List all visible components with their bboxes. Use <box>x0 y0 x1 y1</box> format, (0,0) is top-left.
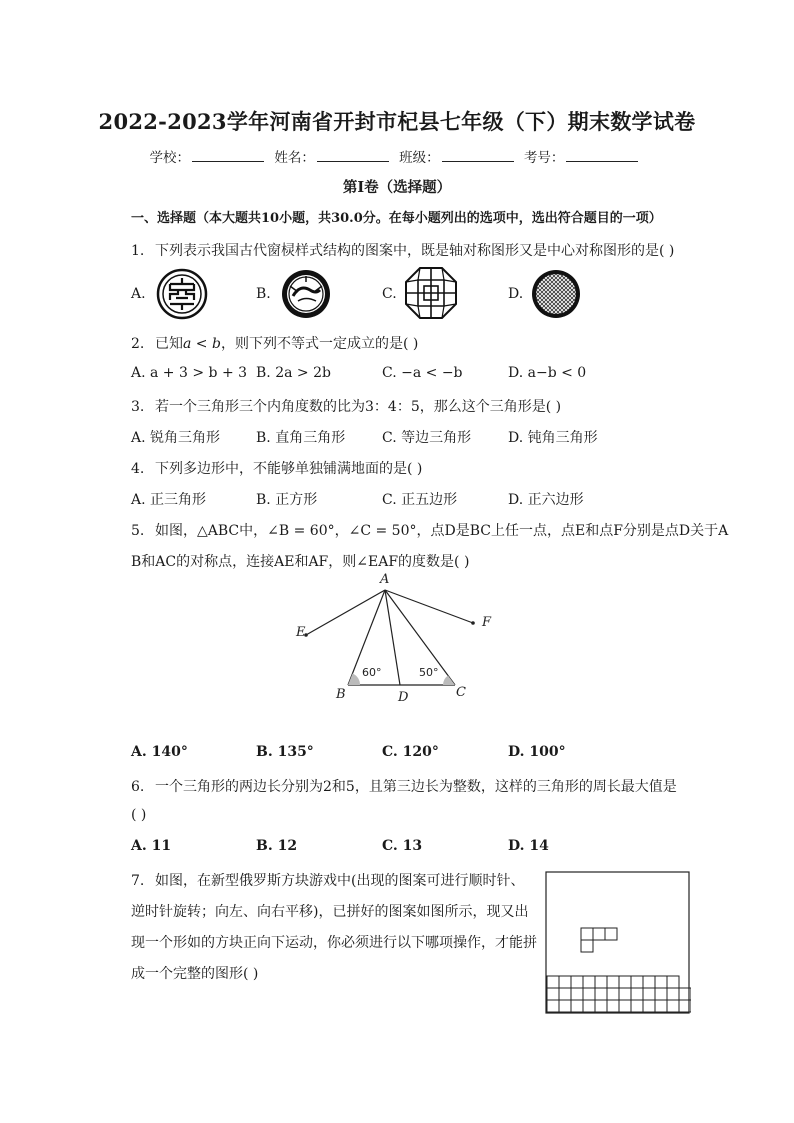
question-1 <box>131 240 674 260</box>
question-number: 7. <box>131 873 145 889</box>
class-blank[interactable] <box>442 149 514 162</box>
option-b[interactable]: B. 正方形 <box>256 492 318 508</box>
question-text: 下列多边形中，不能够单独铺满地面的是( ) <box>155 461 423 477</box>
option-c[interactable]: C. 等边三角形 <box>382 430 472 446</box>
exam-number-label: 考号： <box>523 150 565 166</box>
stack-block <box>595 988 607 1000</box>
stack-block <box>559 976 571 988</box>
stack-block <box>571 976 583 988</box>
option-b[interactable]: B. 135° <box>256 744 314 760</box>
stack-block <box>655 976 667 988</box>
option-d[interactable]: D. 100° <box>508 744 566 760</box>
section-instruction: 一、选择题（本大题共10小题，共30.0分。在每小题列出的选项中，选出符合题目的一项） <box>131 211 662 226</box>
stack-block <box>619 976 631 988</box>
question-5-line-2: B和AC的对称点，连接AE和AF，则∠EAF的度数是( ) <box>131 554 470 570</box>
stack-block <box>595 976 607 988</box>
question-number: 2. <box>131 336 145 352</box>
stack-block <box>631 976 643 988</box>
stack-block <box>655 1000 667 1012</box>
segment-ad <box>385 590 400 685</box>
name-blank[interactable] <box>317 149 389 162</box>
option-c[interactable]: C. 正五边形 <box>382 492 458 508</box>
option-a[interactable]: A. 锐角三角形 <box>131 430 221 446</box>
section-title: 第I卷（选择题） <box>342 179 452 196</box>
option-a[interactable]: A. 140° <box>131 744 188 760</box>
name-label: 姓名： <box>274 150 315 166</box>
window-pattern-b-icon <box>280 268 332 320</box>
block-stack <box>547 976 691 1012</box>
question-text-line-1: 如图，△ABC中，∠B = 60°，∠C = 50°，点D是BC上任一点，点E和点F分别是点D关于A <box>155 523 729 539</box>
option-d[interactable]: D. 正六边形 <box>508 492 584 508</box>
question-number: 3. <box>131 399 145 415</box>
point-f <box>471 621 475 625</box>
stack-block <box>583 1000 595 1012</box>
question-number: 6. <box>131 779 145 795</box>
question-6 <box>131 776 677 796</box>
label-f: F <box>482 615 492 630</box>
option-c[interactable]: C. 120° <box>382 744 439 760</box>
question-7-line-4: 成一个完整的图形( ) <box>131 966 259 982</box>
tetris-figure <box>545 871 691 1015</box>
stack-block <box>559 988 571 1000</box>
stack-block <box>547 1000 559 1012</box>
question-3 <box>131 396 561 416</box>
stack-block <box>655 988 667 1000</box>
stack-block <box>643 1000 655 1012</box>
question-number: 4. <box>131 461 145 477</box>
question-7-line-2: 逆时针旋转；向左、向右平移)，已拼好的图案如图所示，现又出 <box>131 904 529 920</box>
stack-block <box>619 1000 631 1012</box>
stack-block <box>631 988 643 1000</box>
question-7-line-3: 现一个形如的方块正向下运动，你必须进行以下哪项操作，才能拼 <box>131 935 537 951</box>
question-7 <box>131 870 524 890</box>
stack-block <box>607 988 619 1000</box>
label-b: B <box>336 687 346 702</box>
triangle-figure <box>290 570 500 710</box>
stack-block <box>667 988 679 1000</box>
stack-block <box>643 988 655 1000</box>
stack-block <box>607 976 619 988</box>
exam-number-blank[interactable] <box>566 149 638 162</box>
label-c: C <box>456 685 466 700</box>
question-5 <box>131 520 728 540</box>
page-title: 2022-2023学年河南省开封市杞县七年级（下）期末数学试卷 <box>98 109 696 134</box>
student-info-row <box>0 146 794 166</box>
stack-block <box>643 976 655 988</box>
option-b[interactable]: B. 直角三角形 <box>256 430 346 446</box>
question-2 <box>131 333 418 353</box>
option-d[interactable]: D. 钝角三角形 <box>508 430 598 446</box>
option-d[interactable]: D. 14 <box>508 838 549 854</box>
stack-block <box>595 1000 607 1012</box>
option-c[interactable]: C. 13 <box>382 838 423 854</box>
angle-b-value: 60° <box>362 666 382 679</box>
option-b-label[interactable]: B. <box>256 286 271 302</box>
question-text-post: ，则下列不等式一定成立的是( ) <box>220 336 419 352</box>
label-a: A <box>380 572 390 587</box>
window-pattern-d-icon <box>530 268 582 320</box>
stack-block <box>583 988 595 1000</box>
question-4 <box>131 458 422 478</box>
segment-ae <box>306 590 385 635</box>
school-label: 学校： <box>149 150 191 166</box>
label-d: D <box>398 690 409 705</box>
option-b[interactable]: B. 12 <box>256 838 298 854</box>
question-text: 下列表示我国古代窗棂样式结构的图案中，既是轴对称图形又是中心对称图形的是( ) <box>155 243 675 259</box>
class-label: 班级： <box>399 150 440 166</box>
stack-block <box>559 1000 571 1012</box>
stack-block <box>607 1000 619 1012</box>
stack-block <box>631 1000 643 1012</box>
option-a[interactable]: A. 正三角形 <box>131 492 207 508</box>
window-pattern-a-icon <box>156 268 208 320</box>
condition-math: a < b <box>183 336 221 352</box>
stack-block <box>619 988 631 1000</box>
stack-block <box>571 1000 583 1012</box>
option-b[interactable]: B. 2a > 2b <box>256 365 331 381</box>
option-c-label[interactable]: C. <box>382 286 397 302</box>
angle-c-value: 50° <box>419 666 439 679</box>
option-d-label[interactable]: D. <box>508 286 524 302</box>
option-a[interactable]: A. 11 <box>131 838 172 854</box>
segment-af <box>385 590 473 623</box>
school-blank[interactable] <box>192 149 264 162</box>
question-text-line-1: 如图，在新型俄罗斯方块游戏中(出现的图案可进行顺时针、 <box>155 873 525 889</box>
question-text: 若一个三角形三个内角度数的比为3：4：5，那么这个三角形是( ) <box>155 399 562 415</box>
question-number: 1. <box>131 243 145 259</box>
question-text-line-1: 一个三角形的两边长分别为2和5，且第三边长为整数，这样的三角形的周长最大值是 <box>155 779 677 795</box>
label-e: E <box>296 625 306 640</box>
option-a-label[interactable]: A. <box>131 286 146 302</box>
option-d[interactable]: D. a−b < 0 <box>508 365 587 381</box>
stack-block <box>667 1000 679 1012</box>
stack-block <box>583 976 595 988</box>
question-number: 5. <box>131 523 145 539</box>
window-pattern-c-icon <box>404 266 458 320</box>
question-text-pre: 已知 <box>155 336 183 352</box>
stack-block <box>667 976 679 988</box>
question-6-line-2: ( ) <box>131 807 147 823</box>
stack-block <box>547 976 559 988</box>
stack-block <box>571 988 583 1000</box>
stack-block <box>547 988 559 1000</box>
option-c[interactable]: C. −a < −b <box>382 365 463 381</box>
angle-c-arc <box>443 676 455 686</box>
option-a[interactable]: A. a + 3 > b + 3 <box>131 365 248 381</box>
